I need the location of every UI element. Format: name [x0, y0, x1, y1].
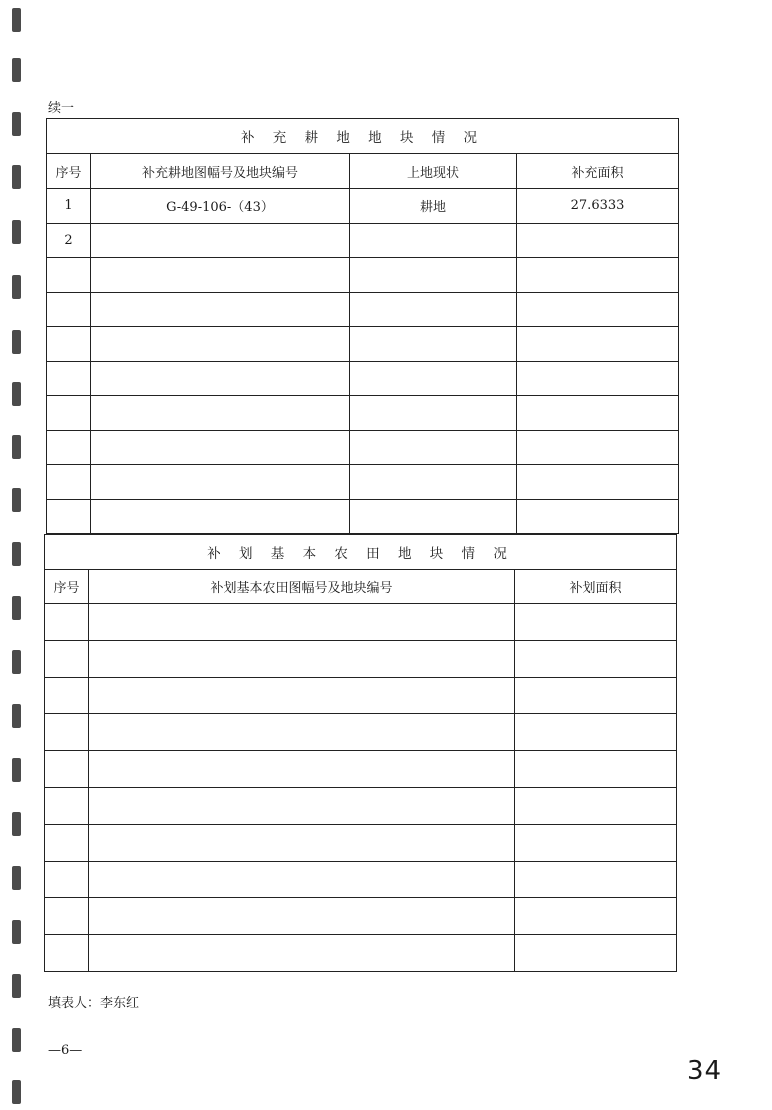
- continued-label: 续一: [48, 101, 75, 116]
- table-cell: [47, 499, 91, 534]
- table-cell: [515, 677, 677, 714]
- binding-hole-mark: [12, 165, 21, 189]
- table-cell: [45, 677, 89, 714]
- table-row: [45, 751, 677, 788]
- binding-hole-mark: [12, 920, 21, 944]
- table-cell: [517, 396, 679, 431]
- binding-hole-mark: [12, 1028, 21, 1052]
- table-row: [45, 714, 677, 751]
- table-cell: 2: [47, 223, 91, 258]
- table-title: 补 划 基 本 农 田 地 块 情 况: [45, 535, 677, 570]
- binding-hole-mark: [12, 1080, 21, 1104]
- table-cell: [517, 465, 679, 500]
- table-cell: [47, 361, 91, 396]
- table-cell: [91, 361, 350, 396]
- table-row: [47, 189, 679, 224]
- table-cell: [45, 935, 89, 972]
- table-cell: [515, 714, 677, 751]
- table-cell: [515, 751, 677, 788]
- column-header: 补划面积: [515, 570, 677, 604]
- binding-hole-mark: [12, 866, 21, 890]
- table-cell: [89, 824, 515, 861]
- binding-hole-mark: [12, 596, 21, 620]
- table-row: [47, 499, 679, 534]
- table-row: [47, 465, 679, 500]
- table-cell: [517, 258, 679, 293]
- column-header: 序号: [47, 154, 91, 189]
- table-row: [45, 935, 677, 972]
- binding-hole-mark: [12, 435, 21, 459]
- table-cell: [350, 430, 517, 465]
- page-footer: —6—: [48, 1043, 83, 1058]
- table-cell: [350, 361, 517, 396]
- table-cell: 27.6333: [517, 189, 679, 224]
- table-cell: [515, 787, 677, 824]
- table-cell: [91, 258, 350, 293]
- table-row: [45, 640, 677, 677]
- table-row: [47, 327, 679, 362]
- table-cell: [515, 861, 677, 898]
- table-cell: [350, 223, 517, 258]
- binding-hole-mark: [12, 330, 21, 354]
- table-title-row: [47, 119, 679, 154]
- table-cell: [350, 327, 517, 362]
- table-row: [47, 292, 679, 327]
- binding-hole-mark: [12, 220, 21, 244]
- table-cell: [91, 499, 350, 534]
- table-cell: [47, 396, 91, 431]
- table-row: [47, 223, 679, 258]
- table-title: 补 充 耕 地 地 块 情 况: [47, 119, 679, 154]
- table-cell: [517, 327, 679, 362]
- table-row: [45, 787, 677, 824]
- table-row: [47, 361, 679, 396]
- binding-hole-mark: [12, 8, 21, 32]
- binding-hole-mark: [12, 112, 21, 136]
- table-cell: 1: [47, 189, 91, 224]
- table-header-row: [45, 570, 677, 604]
- column-header: 序号: [45, 570, 89, 604]
- table-cell: [350, 396, 517, 431]
- binding-hole-mark: [12, 58, 21, 82]
- table-cell: [45, 787, 89, 824]
- table-cell: [350, 465, 517, 500]
- table-cell: [517, 361, 679, 396]
- binding-hole-mark: [12, 382, 21, 406]
- binding-hole-mark: [12, 704, 21, 728]
- table-cell: [91, 292, 350, 327]
- table-row: [47, 430, 679, 465]
- table-title-row: [45, 535, 677, 570]
- table-cell: [45, 824, 89, 861]
- table-cell: [517, 499, 679, 534]
- supplementary-farmland-table: [46, 118, 679, 534]
- table-cell: [89, 751, 515, 788]
- table-cell: [47, 258, 91, 293]
- binding-hole-mark: [12, 488, 21, 512]
- table-row: [45, 861, 677, 898]
- table-cell: [89, 604, 515, 641]
- table-cell: [350, 292, 517, 327]
- column-header: 补充耕地图幅号及地块编号: [91, 154, 350, 189]
- table-cell: [47, 430, 91, 465]
- filler-label: 填表人：李东红: [48, 996, 140, 1011]
- table-cell: [89, 898, 515, 935]
- column-header: 补划基本农田图幅号及地块编号: [89, 570, 515, 604]
- table-cell: [91, 465, 350, 500]
- table-cell: [517, 223, 679, 258]
- table-cell: [89, 787, 515, 824]
- table-cell: [517, 430, 679, 465]
- table-row: [45, 824, 677, 861]
- table-cell: [45, 714, 89, 751]
- table-cell: 耕地: [350, 189, 517, 224]
- binding-hole-mark: [12, 275, 21, 299]
- binding-hole-mark: [12, 812, 21, 836]
- binding-hole-mark: [12, 758, 21, 782]
- table-cell: [515, 604, 677, 641]
- table-cell: [91, 223, 350, 258]
- table-cell: [89, 935, 515, 972]
- table-cell: [515, 935, 677, 972]
- binding-holes: [12, 0, 24, 1110]
- table-cell: [47, 292, 91, 327]
- table-cell: [89, 677, 515, 714]
- basic-farmland-table: [44, 534, 677, 972]
- table-cell: [47, 465, 91, 500]
- column-header: 上地现状: [350, 154, 517, 189]
- table-cell: [91, 327, 350, 362]
- table-cell: [91, 430, 350, 465]
- table-row: [47, 396, 679, 431]
- table-cell: [89, 714, 515, 751]
- table-cell: [350, 258, 517, 293]
- table-cell: [515, 640, 677, 677]
- table-row: [47, 258, 679, 293]
- table-cell: [515, 898, 677, 935]
- table-cell: [91, 396, 350, 431]
- table-cell: [89, 861, 515, 898]
- table-row: [45, 604, 677, 641]
- table-cell: G-49-106-（43）: [91, 189, 350, 224]
- binding-hole-mark: [12, 542, 21, 566]
- table-cell: [515, 824, 677, 861]
- table-cell: [45, 640, 89, 677]
- table-cell: [47, 327, 91, 362]
- binding-hole-mark: [12, 974, 21, 998]
- table-cell: [45, 751, 89, 788]
- handwritten-page-number: 34: [687, 1056, 723, 1086]
- table-row: [45, 898, 677, 935]
- table-header-row: [47, 154, 679, 189]
- table-cell: [45, 604, 89, 641]
- table-cell: [517, 292, 679, 327]
- column-header: 补充面积: [517, 154, 679, 189]
- table-cell: [45, 861, 89, 898]
- table-row: [45, 677, 677, 714]
- table-cell: [89, 640, 515, 677]
- binding-hole-mark: [12, 650, 21, 674]
- table-cell: [45, 898, 89, 935]
- table-cell: [350, 499, 517, 534]
